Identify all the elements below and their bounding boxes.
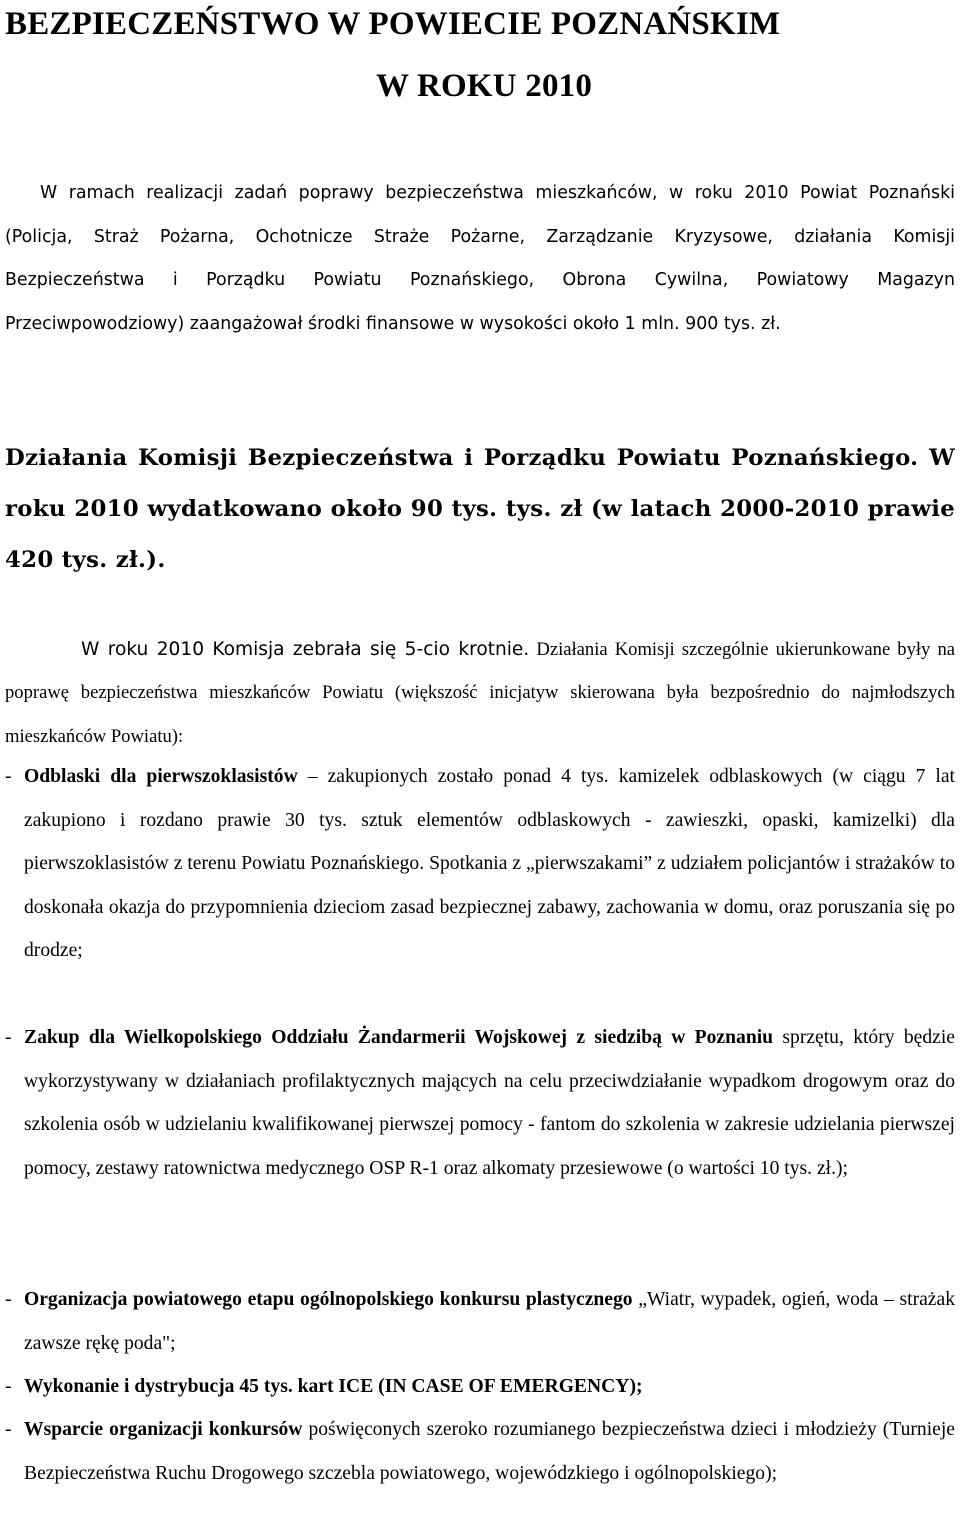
list-item [5,1278,955,1365]
list-item [5,1408,955,1495]
paragraph-text: Działania Komisji szczególnie ukierunkowane były na poprawę bezpieczeństwa mieszkańców Powiatu (większość inicjatyw skierowana była bezpośrednio do najmłodszych mieszkańców Powiatu): [5,639,956,747]
list-item [5,755,955,973]
list-item [5,1016,955,1190]
list-dash: - [5,1419,12,1440]
list-item-text: – zakupionych zostało ponad 4 tys. kamizelek odblaskowych (w ciągu 7 lat zakupiono i rozdano prawie 30 tys. sztuk elementów odblaskowych - zawieszki, opaski, kamizelki) dla pierwszoklasistów z terenu Powiatu Poznańskiego. Spotkania z „pierwszakami” z udziałem policjantów i strażaków to doskonała okazja do przypomnienia dzieciom zasad bezpiecznej zabawy, zachowania w domu, oraz poruszania się po drodze; [24,766,956,961]
list-item-text: poświęconych szeroko rozumianego bezpieczeństwa dzieci i młodzieży (Turnieje Bezpieczeństwa Ruchu Drogowego szczebla powiatowego, wojewódzkiego i ogólnopolskiego); [24,1419,955,1484]
list-dash: - [5,1027,12,1048]
list-dash: - [5,1376,12,1397]
list-item-text: „Wiatr, wypadek, ogień, woda – strażak zawsze rękę poda"; [24,1289,955,1354]
list-item-content [24,1365,955,1409]
document-title: BEZPIECZEŃSTWO W POWIECIE POZNAŃSKIM [5,6,781,42]
list-item-bold: Wsparcie organizacji konkursów [24,1419,303,1440]
list-item-bold: Odblaski dla pierwszoklasistów [24,766,298,787]
paragraph-sans-text: W roku 2010 Komisja zebrała się 5-cio krotnie. [81,639,530,660]
list-item-text: sprzętu, który będzie wykorzystywany w działaniach profilaktycznych mających na celu przeciwdziałanie wypadkom drogowym oraz do szkolenia osób w udzielaniu kwalifikowanej pierwszej pomocy - fantom do szkolenia w zakresie udzielania pierwszej pomocy, zestawy ratownictwa medycznego OSP R-1 oraz alkomaty przesiewowe (o wartości 10 tys. zł.); [24,1027,955,1179]
section-heading: Działania Komisji Bezpieczeństwa i Porządku Powiatu Poznańskiego. W roku 2010 wydatkowano około 90 tys. tys. zł (w latach 2000-2010 prawie 420 tys. zł.). [5,445,955,573]
list-item-bold: Wykonanie i dystrybucja 45 tys. kart ICE (IN CASE OF EMERGENCY); [24,1376,643,1397]
list-dash: - [5,1289,12,1310]
list-item-content [24,1278,955,1365]
list-item [5,1365,955,1409]
intro-text: W ramach realizacji zadań poprawy bezpieczeństwa mieszkańców, w roku 2010 Powiat Poznański (Policja, Straż Pożarna, Ochotnicze Straże Pożarne, Zarządzanie Kryzysowe, działania Komisji Bezpieczeństwa i Porządku Powiatu Poznańskiego, Obrona Cywilna, Powiatowy Magazyn Przeciwpowodziowy) zaangażował środki finansowe w wysokości około 1 mln. 900 tys. zł. [5,183,955,334]
list-item-bold: Organizacja powiatowego etapu ogólnopolskiego konkursu plastycznego [24,1289,633,1310]
intro-paragraph [5,172,955,346]
list-item-content [24,755,955,973]
commission-paragraph [5,628,955,758]
list-item-content [24,1016,955,1190]
list-item-content [24,1408,955,1495]
list-dash: - [5,766,12,787]
list-item-bold: Zakup dla Wielkopolskiego Oddziału Żandarmerii Wojskowej z siedzibą w Poznaniu [24,1027,774,1048]
document-subtitle: W ROKU 2010 [375,68,593,104]
